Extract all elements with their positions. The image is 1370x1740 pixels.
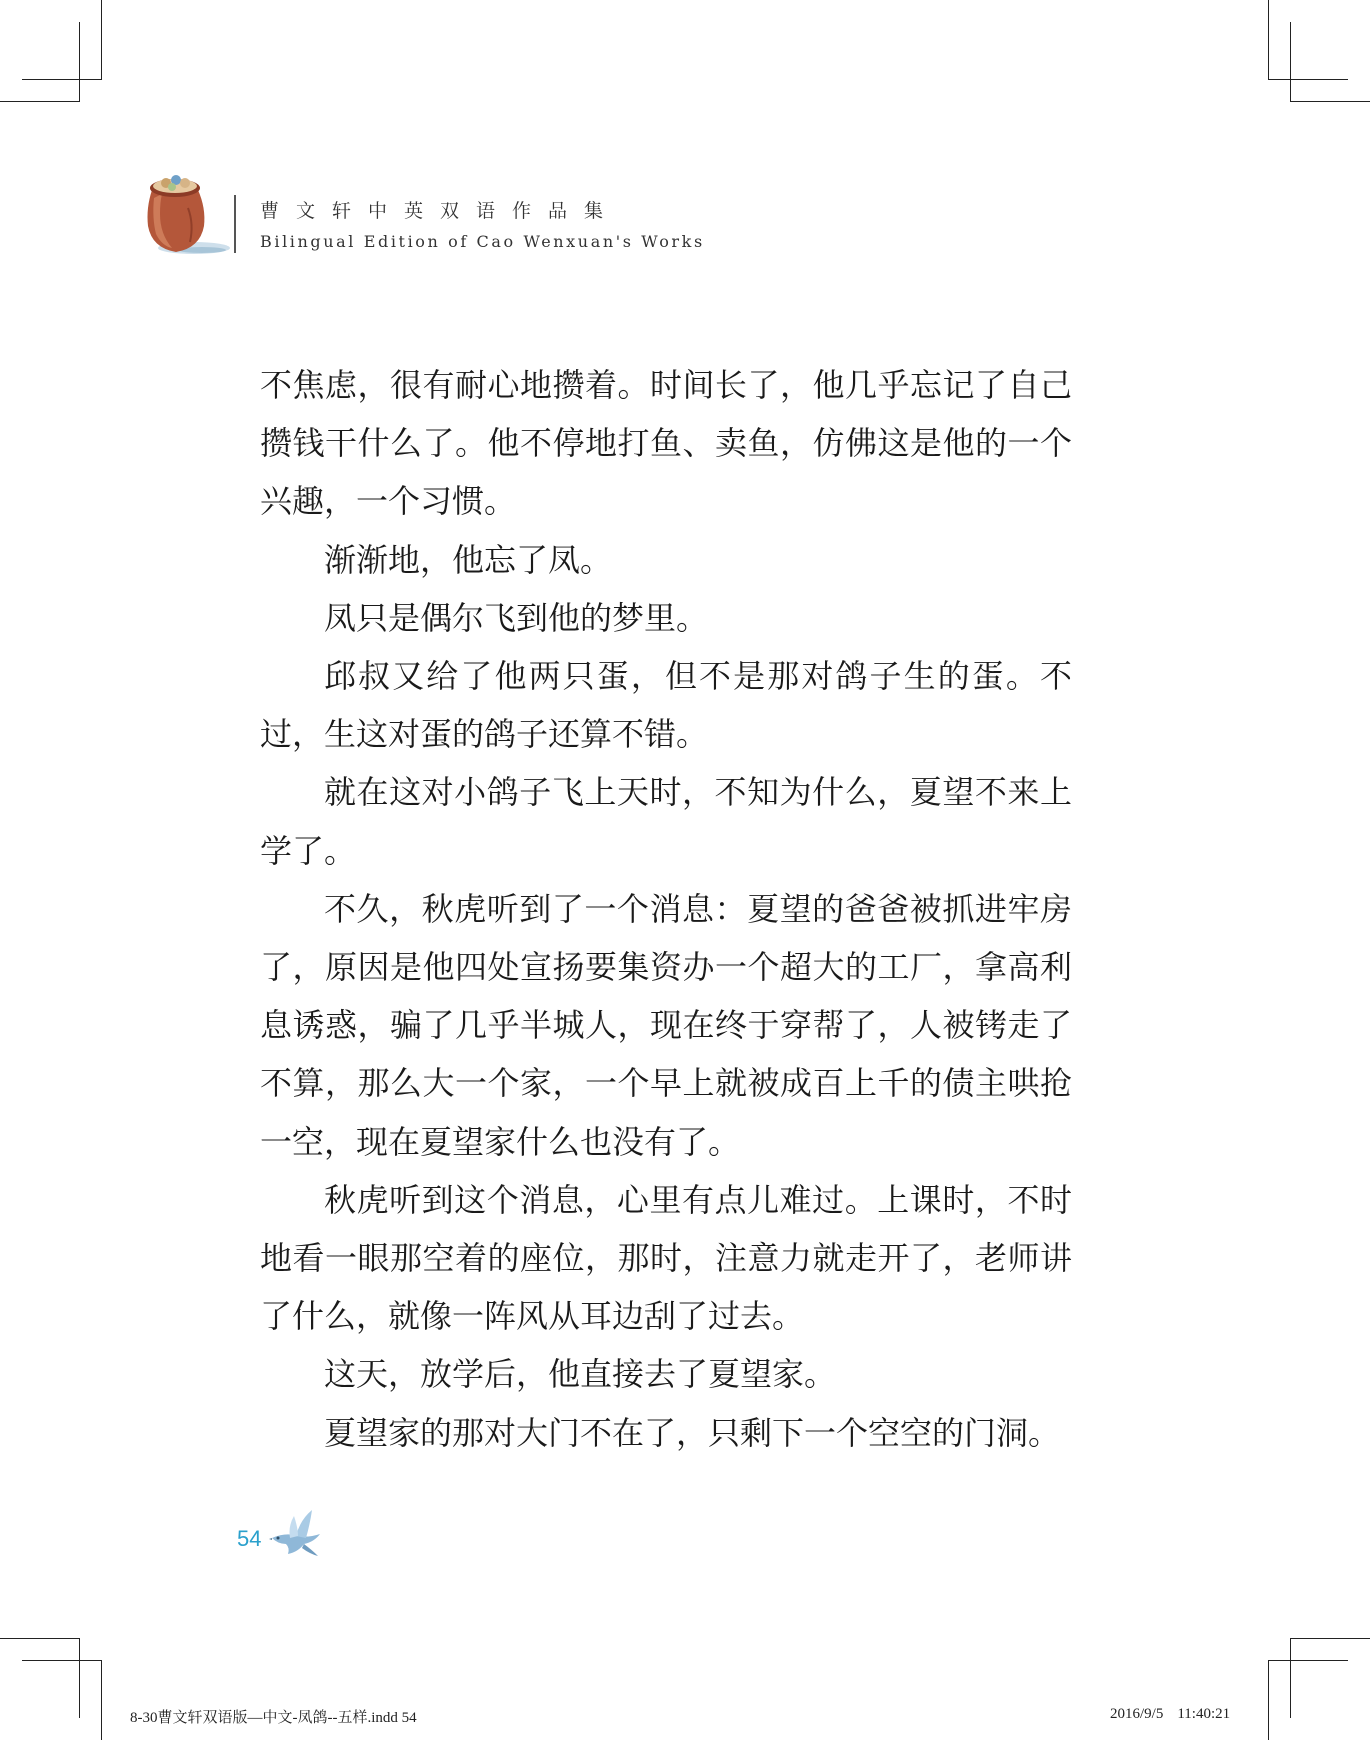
crop-mark (0, 1638, 80, 1639)
paragraph: 就在这对小鸽子飞上天时，不知为什么，夏望不来上学了。 (260, 773, 1072, 870)
series-title-english: Bilingual Edition of Cao Wenxuan's Works (260, 232, 705, 251)
print-slug-date: 2016/9/5 (1110, 1706, 1164, 1722)
crop-mark (1268, 1660, 1348, 1661)
page-number: 54 (237, 1526, 262, 1551)
crop-mark (1268, 0, 1269, 80)
crop-mark (101, 0, 102, 80)
header-divider (234, 195, 236, 253)
story-text (260, 356, 1072, 1462)
print-slug-time: 11:40:21 (1177, 1706, 1231, 1722)
crop-mark (101, 1660, 102, 1740)
pigeon-icon (268, 1508, 324, 1558)
crop-mark (1290, 22, 1291, 102)
paragraph: 秋虎听到这个消息，心里有点儿难过。上课时，不时地看一眼那空着的座位，那时，注意力就走开了，老师讲了什么，就像一阵风从耳边刮了过去。 (260, 1180, 1072, 1336)
crop-mark (79, 22, 80, 102)
paragraph: 不久，秋虎听到了一个消息：夏望的爸爸被抓进牢房了，原因是他四处宣扬要集资办一个超大的工厂，拿高利息诱惑，骗了几乎半城人，现在终于穿帮了，人被铐走了不算，那么大一个家，一个早上就被成百上千的债主哄抢一空，现在夏望家什么也没有了。 (260, 889, 1072, 1161)
series-title-chinese: 曹文轩中英双语作品集 (260, 200, 621, 222)
print-slug-filename: 8-30曹文轩双语版—中文-凤鸽--五样.indd 54 (130, 1710, 417, 1726)
crop-mark (1290, 1638, 1291, 1718)
crop-mark (22, 79, 102, 80)
paragraph: 邱叔又给了他两只蛋，但不是那对鸽子生的蛋。不过，生这对蛋的鸽子还算不错。 (260, 657, 1072, 754)
crop-mark (0, 101, 80, 102)
crop-mark (1268, 79, 1348, 80)
print-slug-timestamp (1110, 1706, 1230, 1723)
crop-mark (79, 1638, 80, 1718)
clay-jar-icon (132, 168, 232, 260)
paragraph: 凤只是偶尔飞到他的梦里。 (324, 598, 709, 637)
paragraph: 不焦虑，很有耐心地攒着。时间长了，他几乎忘记了自己攒钱干什么了。他不停地打鱼、卖鱼，仿佛这是他的一个兴趣，一个习惯。 (260, 366, 1072, 521)
crop-mark (1268, 1660, 1269, 1740)
paragraph: 渐渐地，他忘了凤。 (324, 540, 613, 579)
paragraph: 夏望家的那对大门不在了，只剩下一个空空的门洞。 (324, 1413, 1061, 1452)
crop-mark (1290, 1638, 1370, 1639)
crop-mark (22, 1660, 102, 1661)
paragraph: 这天，放学后，他直接去了夏望家。 (324, 1355, 837, 1394)
crop-mark (1290, 101, 1370, 102)
